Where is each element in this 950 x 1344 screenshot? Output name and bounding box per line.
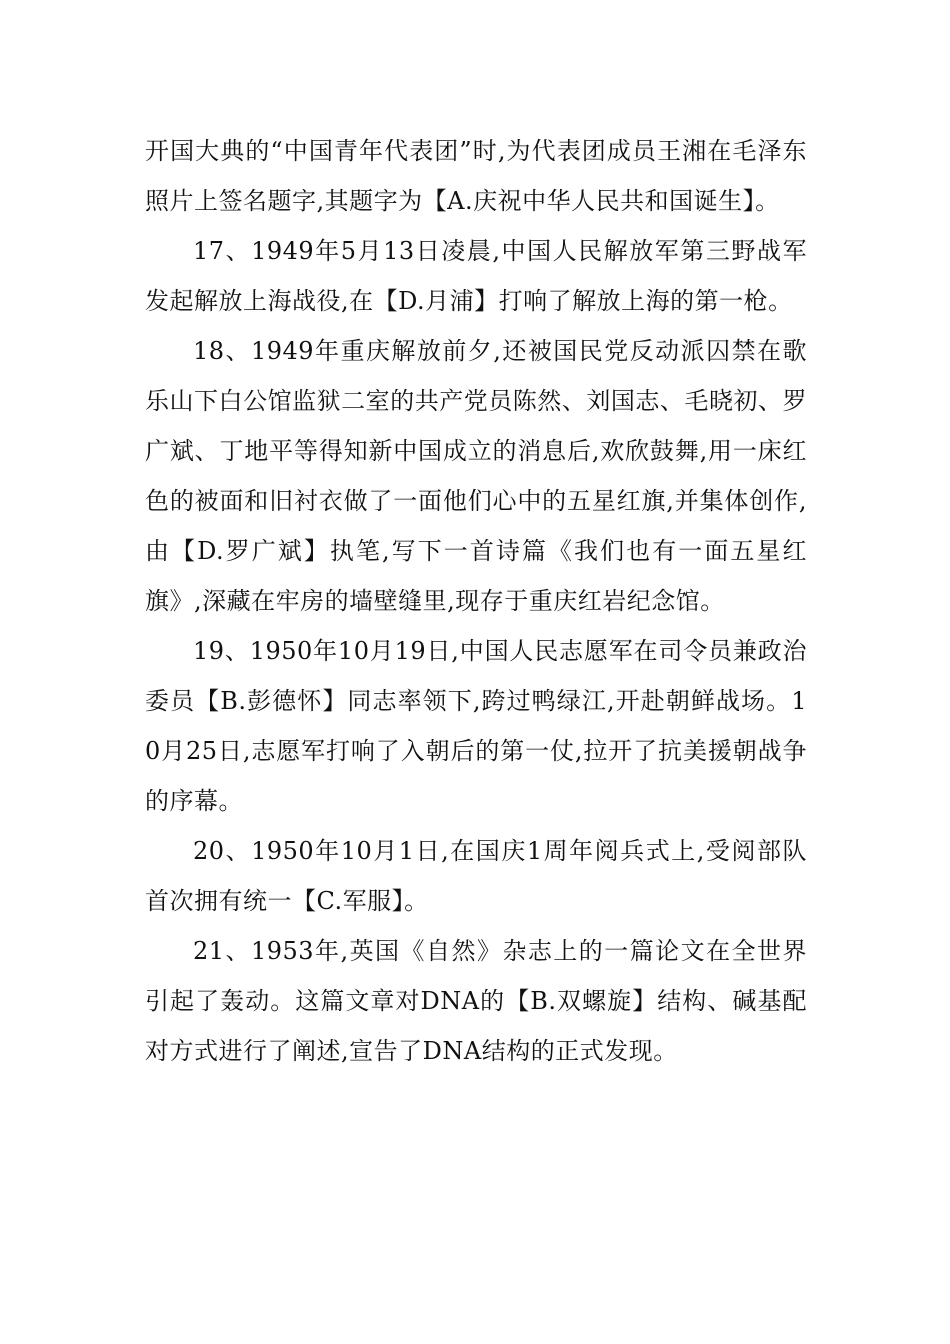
document-page (145, 126, 807, 1076)
paragraph-item-17: 17、1949年5月13日凌晨,中国人民解放军第三野战军发起解放上海战役,在【D.月浦】打响了解放上海的第一枪。 (145, 237, 807, 315)
paragraph-item-21: 21、1953年,英国《自然》杂志上的一篇论文在全世界引起了轰动。这篇文章对DNA的【B.双螺旋】结构、碱基配对方式进行了阐述,宣告了DNA结构的正式发现。 (145, 937, 807, 1065)
paragraph-item-20: 20、1950年10月1日,在国庆1周年阅兵式上,受阅部队首次拥有统一【C.军服】。 (145, 837, 807, 915)
paragraph-item-19: 19、1950年10月19日,中国人民志愿军在司令员兼政治委员【B.彭德怀】同志率领下,跨过鸭绿江,开赴朝鲜战场。10月25日,志愿军打响了入朝后的第一仗,拉开了抗美援朝战争的序幕。 (145, 637, 807, 815)
paragraph-continued: 开国大典的“中国青年代表团”时,为代表团成员王湘在毛泽东照片上签名题字,其题字为【A.庆祝中华人民共和国诞生】。 (145, 137, 807, 215)
paragraph-item-18: 18、1949年重庆解放前夕,还被国民党反动派囚禁在歌乐山下白公馆监狱二室的共产党员陈然、刘国志、毛晓初、罗广斌、丁地平等得知新中国成立的消息后,欢欣鼓舞,用一床红色的被面和旧衬衣做了一面他们心中的五星红旗,并集体创作,由【D.罗广斌】执笔,写下一首诗篇《我们也有一面五星红旗》,深藏在牢房的墙壁缝里,现存于重庆红岩纪念馆。 (145, 337, 807, 615)
